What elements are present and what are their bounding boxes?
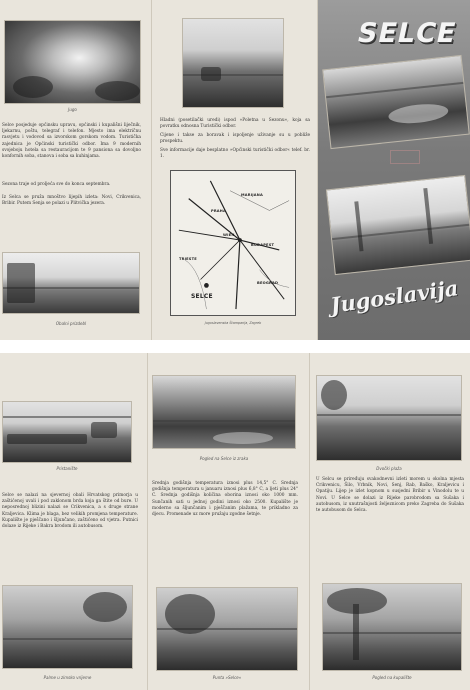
photo-caption: Punta »Selce« (212, 675, 242, 680)
map-label-marijana: MARIJANA (241, 193, 263, 197)
map-label-selce: SELCE (191, 293, 213, 300)
brochure-inner-sheet (0, 353, 470, 690)
map-label-budapest: BUDAPEST (251, 243, 275, 247)
map-label-beograd: BEOGRAD (257, 281, 279, 285)
promenade-photo (322, 583, 462, 671)
photo-caption: Pogled na kupalište (372, 675, 412, 680)
street-photo (2, 252, 140, 314)
body-paragraph: Srednja godišnja temperatura iznosi plus 14,5° C. Srednja godišnja temperatura u januaru iznosi plus 6,8° C, a ljeti plus 24° C. Srednja godišnja količina oborina iznosi oko 1000 mm. Sunčanih sati u jednoj godini iznosi oko 2500. Kupalište je moderno sa šljunčanim i pješčanim plažama, te prikladno za djecu. Promenade uz more pružaju zgodne šetnje. (152, 481, 298, 518)
cover-subtitle: Jugoslavija (328, 275, 460, 318)
fold-line (309, 353, 310, 690)
beach-aerial-photo (322, 55, 470, 149)
body-paragraph: Selce posjeduje općinsku upravu, općinski i kupališni liječnik, ljekarnu, poštu, telegraf i telefon. Mjesto ima električnu rasvjetu i vodovod sa izvorskom gorskom vodom. Turistička zajednica je Općinski turistički odbor. Ima 9 modernih svojeboju hotela sa restauracijom te 9 pansiona sa dovoljno konfornih soba, stanova i soba sa kuhinjama. (2, 123, 141, 160)
body-paragraph: Sezona traje od proljeća sve do konca septembra. (2, 182, 111, 187)
map-label-wien: WIEN (223, 233, 235, 237)
harbor-photo (182, 18, 284, 108)
palm-photo (2, 585, 133, 669)
photo-caption: Obalni prizdebl (55, 321, 87, 326)
bay-aerial-photo (152, 375, 296, 449)
photo-caption: Pristanište (56, 466, 78, 471)
shore-photo (156, 587, 298, 671)
body-paragraph: Cijene i takse za boravak i ispoljenje uživanje su u pobliže prospektu. (160, 133, 310, 145)
body-paragraph: Selce se nalazi na sjevernoj obali Hrvatskog primorja u zaštićenoj uvali i pod zaklonom brda koja ga štite od bure. U neposrednoj blizini nalazi se Crikvenica, a s druge strane Kraljevica. Klima je blaga, bez velikih promjena temperature. Kupalište je pješčano i šljunčano, zaštićeno od vjetra. Putnici dolaze iz Rijeke i Bakra brodom ili autobusom. (2, 493, 138, 530)
body-paragraph: Sve informacije daje besplatno »Općinski turistički odbor« telef. br. 1. (160, 148, 310, 160)
beach-photo (316, 375, 462, 461)
body-paragraph: Iz Selca se pruža mnoštvo lijepih izleta: Novi, Crikvenica, Bribir. Putem Senja se polazi u Plitvička jezera. (2, 195, 141, 207)
pier-photo (2, 401, 132, 463)
body-paragraph: Hladni (posetilački uredi) ispod »Poletna u Sezonu«, koja sa povratku odnosna Turistički odbor. (160, 118, 310, 130)
fold-line (151, 0, 152, 340)
photo-caption: Dvočki plaža (376, 466, 402, 471)
route-map (170, 170, 296, 316)
photo-caption: Pogled na Selce iz zraka (199, 456, 249, 461)
body-paragraph: U Selcu se priređuju svakodnevni izleti morem u okolna mjesta Crikvenicu, Šilo, Vrbnik, Novi, Senj, Rab, Baško, Kraljevicu i Opatiju. Lijep je izlet kopnom u susjedni Bribir u Vinodolu te u Novi. U Selce se dolazi iz Rijeke parobrodom sa Sušaka i autobusom, iz unutrašnjosti željeznicom preko Zagreba do Sušaka te autobusom do Selca. (316, 477, 464, 514)
fold-line (147, 353, 148, 690)
route-lines (171, 171, 295, 315)
map-footer-caption: Jugoslavenska Štamparija, Zagreb (204, 321, 262, 325)
photo-caption: Palme u zimsko vrijeme (43, 675, 92, 680)
brochure-outer-sheet (0, 0, 470, 340)
map-label-praha: PRAHA (211, 209, 226, 213)
coast-waves-photo (4, 20, 141, 104)
boats-photo (326, 175, 470, 275)
photo-caption: Jugo (68, 107, 77, 112)
stamp-mark (390, 150, 420, 164)
map-label-trieste: TRIESTE (179, 257, 197, 261)
cover-title: SELCE (354, 18, 460, 49)
